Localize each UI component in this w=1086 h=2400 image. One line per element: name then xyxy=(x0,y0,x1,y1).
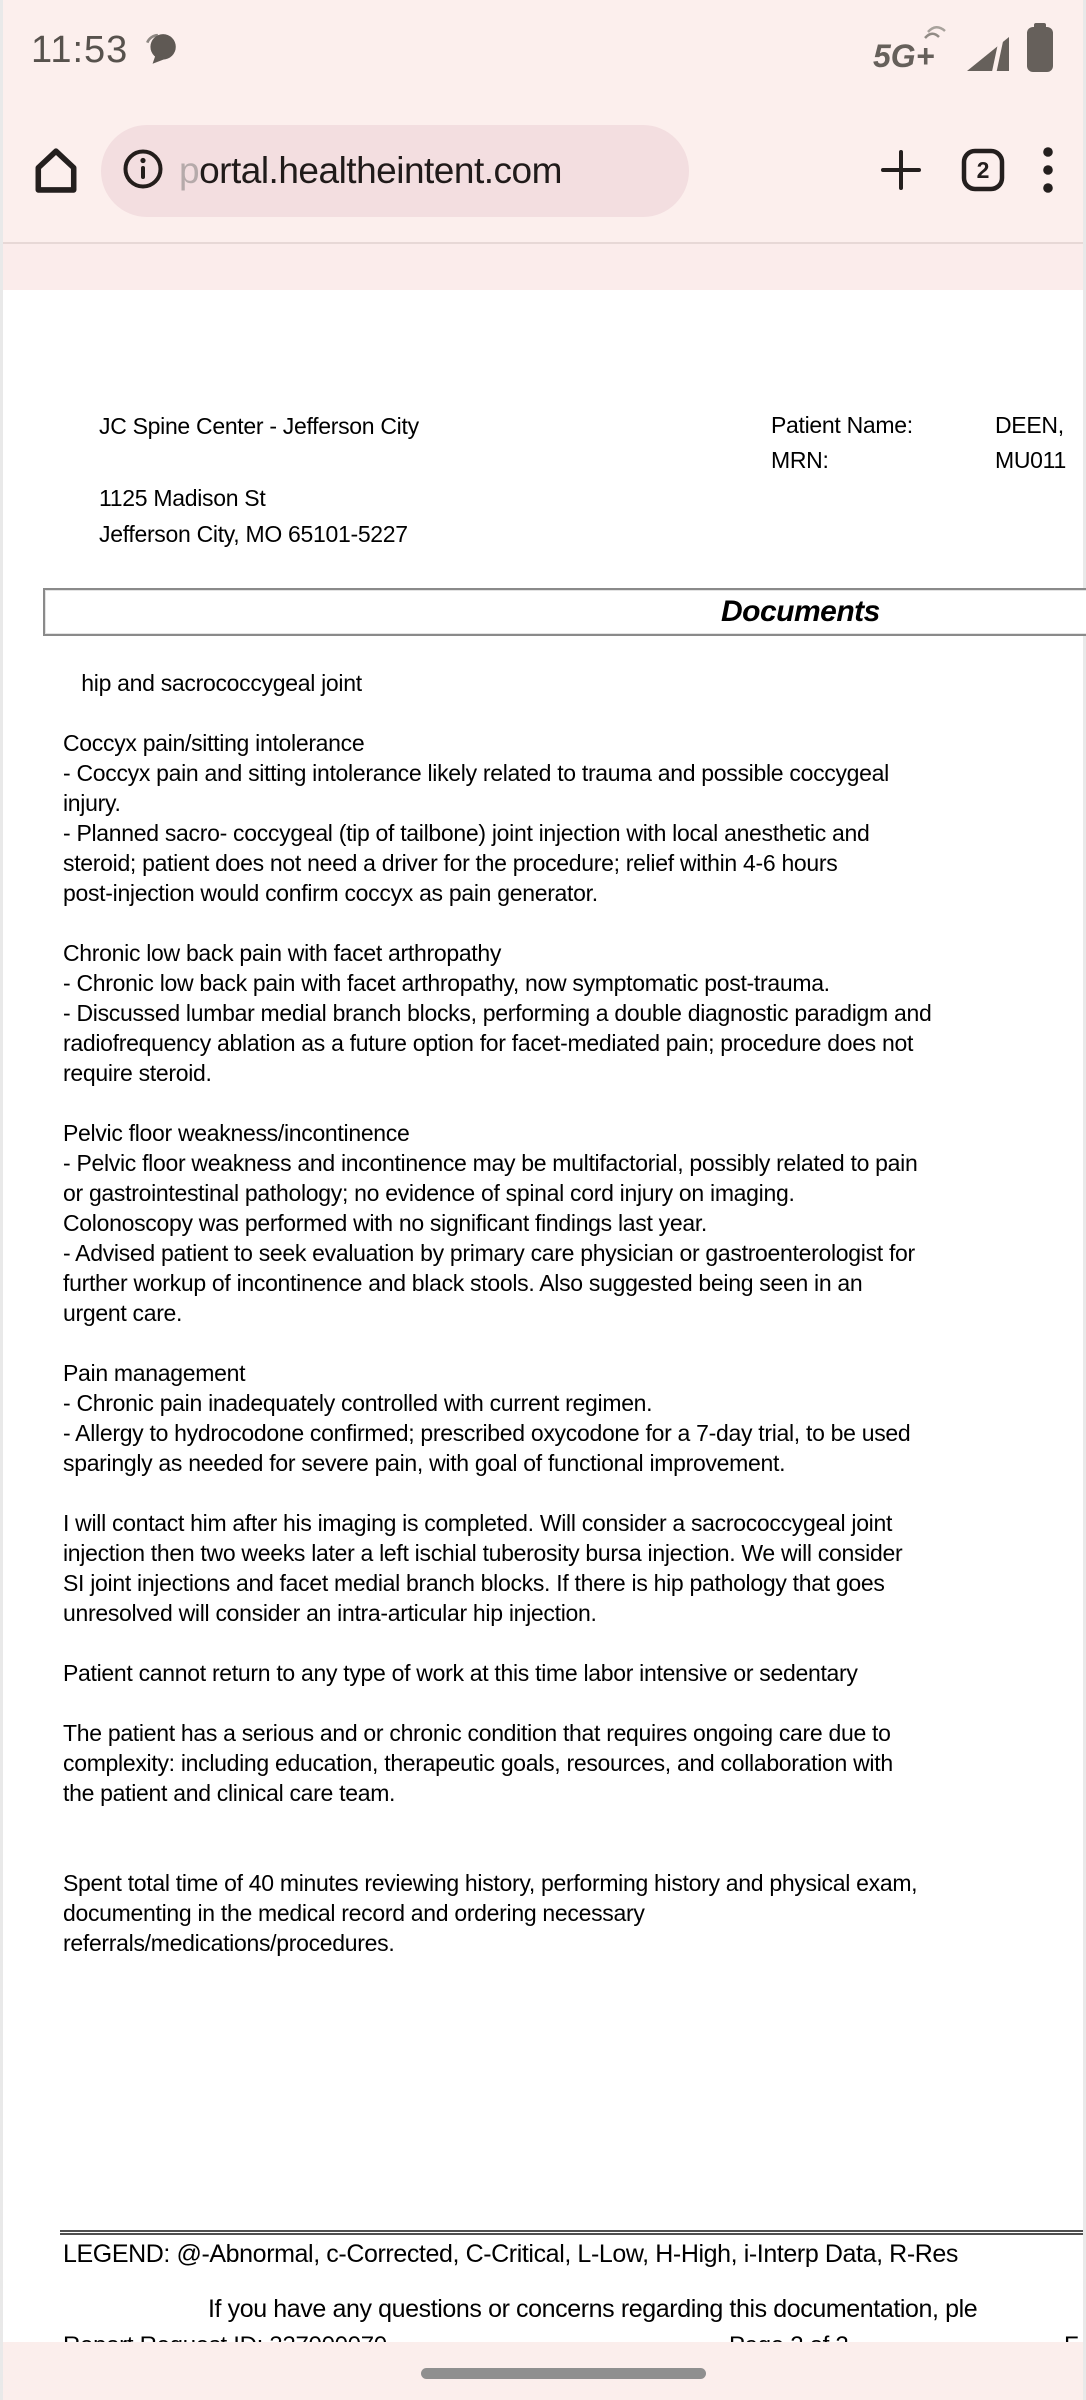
doc-text-line: injury. xyxy=(63,790,121,816)
doc-text-line: Pain management xyxy=(63,1360,246,1386)
browser-toolbar xyxy=(3,100,1083,242)
footer-rule xyxy=(60,2230,1083,2235)
doc-text-line: - Discussed lumbar medial branch blocks, performing a double diagnostic paradigm and xyxy=(63,1000,932,1026)
doc-text-line: steroid; patient does not need a driver for the procedure; relief within 4-6 hours xyxy=(63,850,838,876)
doc-text-line: Patient cannot return to any type of work at this time labor intensive or sedentary xyxy=(63,1660,858,1686)
clinic-address-line2: Jefferson City, MO 65101-5227 xyxy=(99,521,408,547)
doc-text-line xyxy=(63,1628,1083,1658)
doc-text-line: sparingly as needed for severe pain, with goal of functional improvement. xyxy=(63,1450,786,1476)
page-content[interactable] xyxy=(3,290,1083,2342)
doc-text-line: or gastrointestinal pathology; no evidence of spinal cord injury on imaging. xyxy=(63,1180,795,1206)
clinic-header xyxy=(99,408,419,552)
clinic-address-line1: 1125 Madison St xyxy=(99,485,266,511)
doc-text-line: Chronic low back pain with facet arthropathy xyxy=(63,940,502,966)
theme-color-strip xyxy=(3,244,1083,290)
doc-text-line: unresolved will consider an intra-articular hip injection. xyxy=(63,1600,597,1626)
signal-strength-icon xyxy=(965,35,1011,78)
new-tab-button[interactable] xyxy=(877,146,925,197)
doc-text-line xyxy=(63,1328,1083,1358)
doc-text-line: complexity: including education, therapeutic goals, resources, and collaboration with xyxy=(63,1750,893,1776)
doc-text-line: post-injection would confirm coccyx as pain generator. xyxy=(63,880,598,906)
doc-text-line xyxy=(63,1808,1083,1838)
doc-text-line: urgent care. xyxy=(63,1300,183,1326)
documents-title: Documents xyxy=(721,595,880,628)
doc-text-line: - Pelvic floor weakness and incontinence may be multifactorial, possibly related to pain xyxy=(63,1150,918,1176)
doc-text-line xyxy=(63,698,1083,728)
kebab-menu-icon xyxy=(1041,142,1055,201)
doc-text-line: - Planned sacro- coccygeal (tip of tailbone) joint injection with local anesthetic and xyxy=(63,820,870,846)
doc-text-line: SI joint injections and facet medial branch blocks. If there is hip pathology that goes xyxy=(63,1570,885,1596)
documents-section-header xyxy=(43,588,1086,636)
doc-text-line: The patient has a serious and or chronic condition that requires ongoing care due to xyxy=(63,1720,891,1746)
doc-text-line: injection then two weeks later a left ischial tuberosity bursa injection. We will consider xyxy=(63,1540,903,1566)
battery-icon xyxy=(1025,23,1055,78)
doc-text-line: - Chronic pain inadequately controlled with current regimen. xyxy=(63,1390,653,1416)
doc-text-line: Colonoscopy was performed with no significant findings last year. xyxy=(63,1210,708,1236)
doc-text-line: Coccyx pain/sitting intolerance xyxy=(63,730,365,756)
doc-text-line xyxy=(63,1478,1083,1508)
clinic-name: JC Spine Center - Jefferson City xyxy=(99,413,419,439)
doc-text-line: - Chronic low back pain with facet arthropathy, now symptomatic post-trauma. xyxy=(63,970,830,996)
doc-text-line: Spent total time of 40 minutes reviewing history, performing history and physical exam, xyxy=(63,1870,918,1896)
network-5g-icon xyxy=(873,25,951,78)
doc-text-line: - Allergy to hydrocodone confirmed; prescribed oxycodone for a 7-day trial, to be used xyxy=(63,1420,911,1446)
document-body xyxy=(63,668,1083,1958)
system-nav-bar xyxy=(3,2342,1083,2400)
status-bar xyxy=(3,0,1083,100)
doc-text-line: Pelvic floor weakness/incontinence xyxy=(63,1120,410,1146)
doc-text-line xyxy=(63,908,1083,938)
doc-text-line: I will contact him after his imaging is completed. Will consider a sacrococcygeal joint xyxy=(63,1510,893,1536)
chat-notification-icon xyxy=(142,31,180,69)
doc-text-line xyxy=(63,1838,1083,1868)
tab-count: 2 xyxy=(976,156,990,183)
doc-text-line: further workup of incontinence and black stools. Also suggested being seen in an xyxy=(63,1270,863,1296)
mrn-value: MU011 xyxy=(995,447,1066,473)
mrn-label: MRN: xyxy=(771,447,829,473)
doc-text-line: the patient and clinical care team. xyxy=(63,1780,396,1806)
patient-name-value: DEEN, xyxy=(995,412,1064,438)
legend-text: LEGEND: @-Abnormal, c-Corrected, C-Critical, L-Low, H-High, i-Interp Data, R-Res xyxy=(63,2240,959,2268)
doc-text-line xyxy=(63,1088,1083,1118)
url-text: portal.healtheintent.com xyxy=(179,150,562,191)
doc-text-line: require steroid. xyxy=(63,1060,212,1086)
network-label: 5G+ xyxy=(873,37,935,74)
android-screen xyxy=(3,0,1083,2400)
doc-text-line xyxy=(63,1688,1083,1718)
doc-text-line: referrals/medications/procedures. xyxy=(63,1930,395,1956)
doc-text-line: - Coccyx pain and sitting intolerance likely related to trauma and possible coccygeal xyxy=(63,760,889,786)
patient-name-label: Patient Name: xyxy=(771,412,913,438)
home-button[interactable] xyxy=(25,139,87,204)
browser-menu-button[interactable] xyxy=(1041,142,1055,201)
clock: 11:53 xyxy=(31,28,129,71)
doc-text-line: hip and sacrococcygeal joint xyxy=(63,670,362,696)
home-icon xyxy=(25,139,87,204)
doc-text-line: - Advised patient to seek evaluation by primary care physician or gastroenterologist for xyxy=(63,1240,915,1266)
plus-icon xyxy=(877,146,925,197)
tab-counter-icon xyxy=(955,142,1011,201)
site-info-icon[interactable] xyxy=(121,147,165,196)
footer-question-text: If you have any questions or concerns regarding this documentation, ple xyxy=(208,2295,978,2323)
doc-text-line: radiofrequency ablation as a future option for facet-mediated pain; procedure does not xyxy=(63,1030,914,1056)
tab-switcher-button[interactable] xyxy=(955,142,1011,201)
gesture-pill[interactable] xyxy=(421,2368,706,2379)
doc-text-line: documenting in the medical record and ordering necessary xyxy=(63,1900,645,1926)
url-bar[interactable] xyxy=(101,125,689,217)
patient-header xyxy=(771,408,1066,478)
